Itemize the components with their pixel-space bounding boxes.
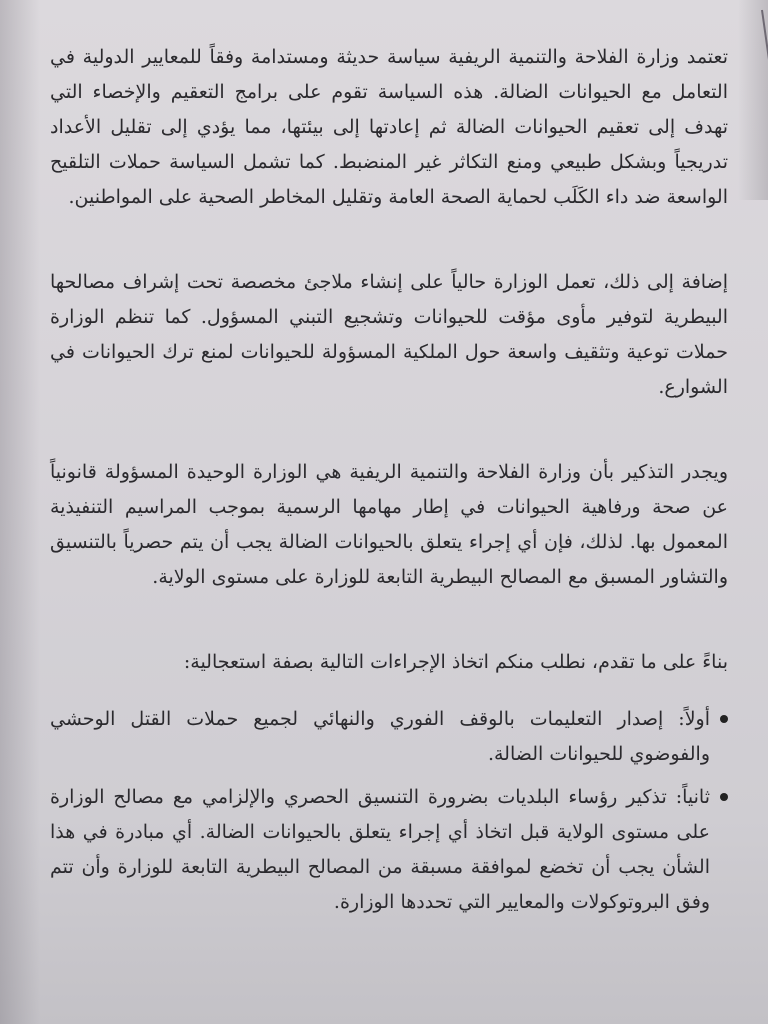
page-edge-shadow	[0, 0, 40, 1024]
paragraph-requests-intro: بناءً على ما تقدم، نطلب منكم اتخاذ الإجراءات التالية بصفة استعجالية:	[183, 651, 728, 673]
list-item-text: ثانياً: تذكير رؤساء البلديات بضرورة التنسيق الحصري والإلزامي مع مصالح الوزارة على مستوى الولاية قبل اتخاذ أي إجراء يتعلق بالحيوانات الضالة. أي مبادرة في هذا الشأن يجب أن تخضع لموافقة مسبقة من المصالح البيطرية التابعة للوزارة وأن تتم وفق البروتوكولات والمعايير التي تحددها الوزارة.	[50, 786, 710, 913]
bullet-icon	[720, 793, 728, 801]
paragraph-shelters: إضافة إلى ذلك، تعمل الوزارة حالياً على إنشاء ملاجئ مخصصة تحت إشراف مصالحها البيطرية لتوفير مأوى مؤقت للحيوانات وتشجيع التبني المسؤول. كما تنظم الوزارة حملات توعية وتثقيف واسعة حول الملكية المسؤولة للحيوانات لمنع ترك الحيوانات في الشوارع.	[50, 271, 728, 398]
document-body	[50, 40, 728, 928]
list-item-text: أولاً: إصدار التعليمات بالوقف الفوري والنهائي لجميع حملات القتل الوحشي والفوضوي للحيوانات الضالة.	[50, 708, 710, 765]
list-item	[50, 702, 710, 772]
bullet-icon	[720, 715, 728, 723]
list-item	[50, 780, 710, 920]
paragraph-responsibility: ويجدر التذكير بأن وزارة الفلاحة والتنمية الريفية هي الوزارة الوحيدة المسؤولة قانونياً عن صحة ورفاهية الحيوانات في إطار مهامها الرسمية بموجب المراسيم التنفيذية المعمول بها. لذلك، فإن أي إجراء يتعلق بالحيوانات الضالة يجب أن يتم حصرياً بالتنسيق والتشاور المسبق مع المصالح البيطرية التابعة للوزارة على مستوى الولاية.	[50, 461, 728, 588]
request-list	[50, 702, 728, 920]
paragraph-policy: تعتمد وزارة الفلاحة والتنمية الريفية سياسة حديثة ومستدامة وفقاً للمعايير الدولية في التعامل مع الحيوانات الضالة. هذه السياسة تقوم على برامج التعقيم والإخصاء التي تهدف إلى تعقيم الحيوانات الضالة ثم إعادتها إلى بيئتها، مما يؤدي إلى تقليل الأعداد تدريجياً وبشكل طبيعي ومنع التكاثر غير المنضبط. كما تشمل السياسة حملات التلقيح الواسعة ضد داء الكَلَب لحماية الصحة العامة وتقليل المخاطر الصحية على المواطنين.	[50, 46, 728, 208]
